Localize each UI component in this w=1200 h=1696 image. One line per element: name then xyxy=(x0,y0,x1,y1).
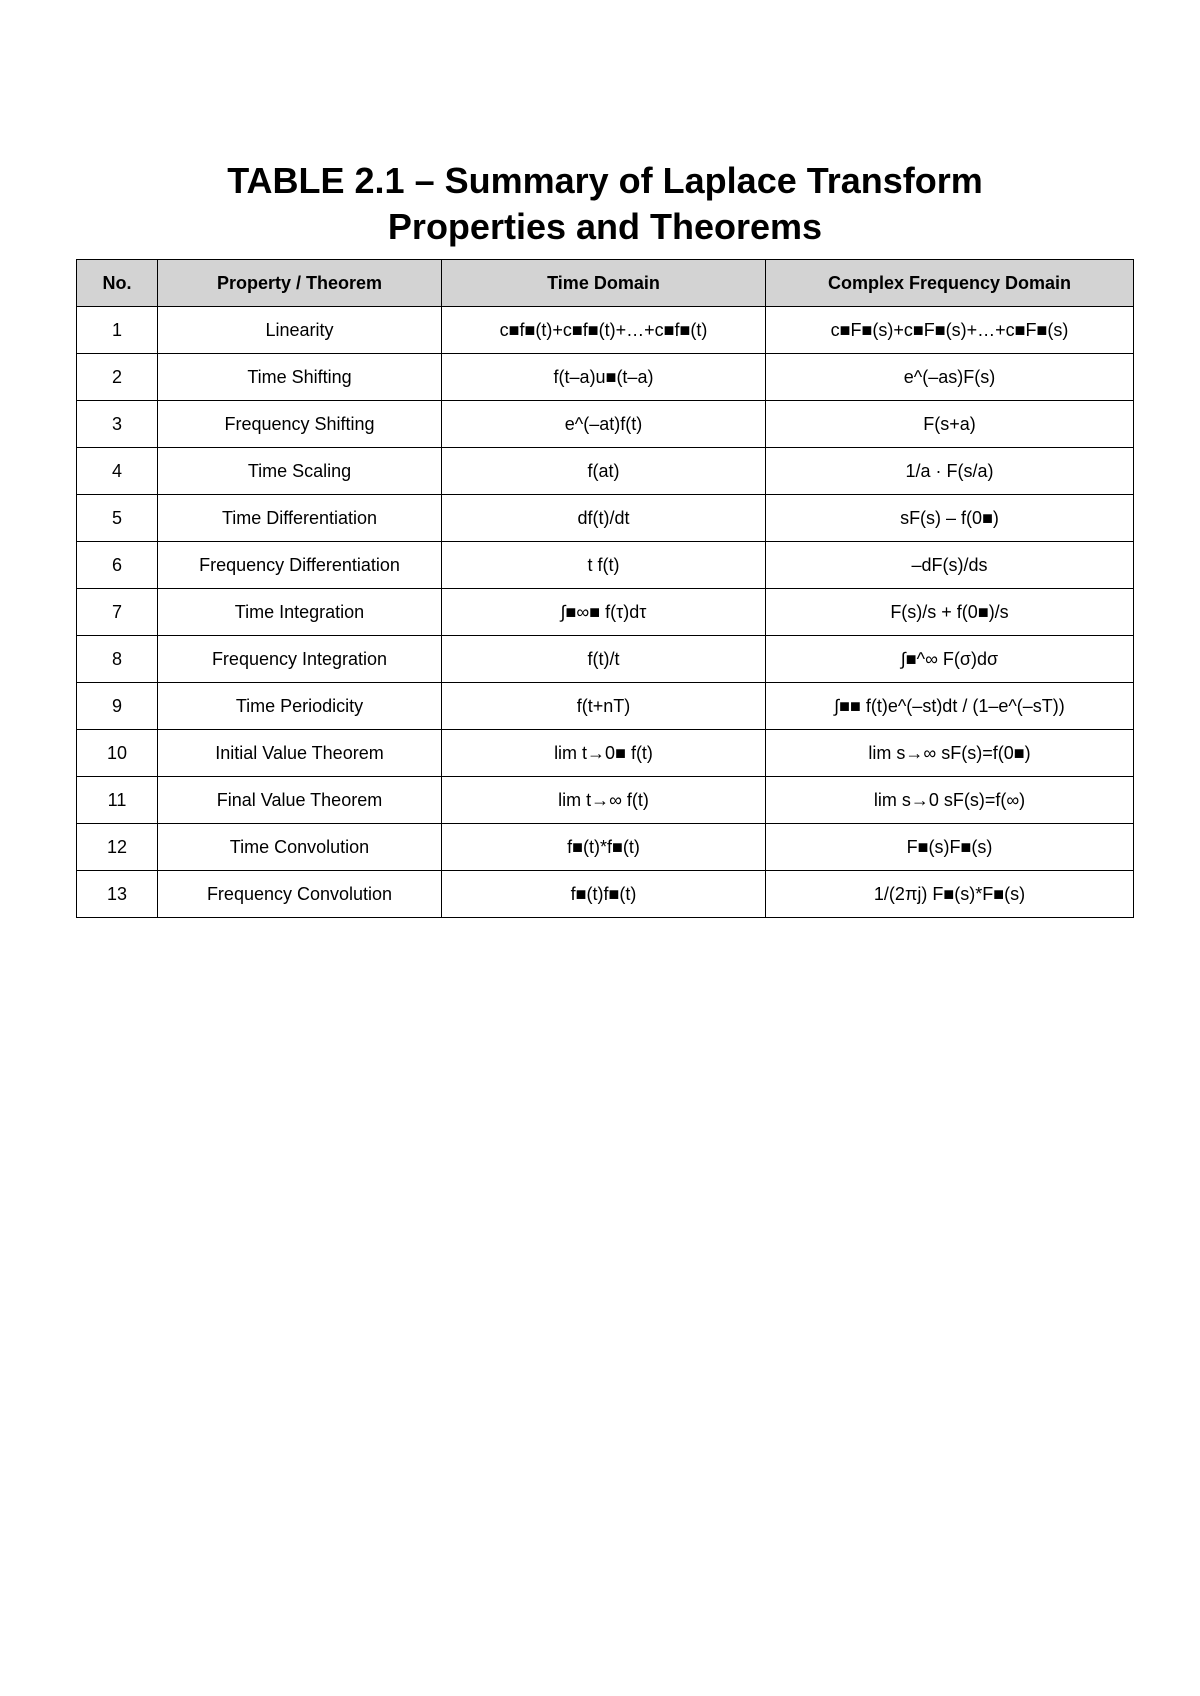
cell-time-domain: c■f■(t)+c■f■(t)+…+c■f■(t) xyxy=(442,307,766,354)
cell-frequency-domain: lim s→0 sF(s)=f(∞) xyxy=(766,777,1134,824)
cell-property: Initial Value Theorem xyxy=(158,730,442,777)
cell-frequency-domain: 1/(2πj) F■(s)*F■(s) xyxy=(766,871,1134,918)
cell-no: 4 xyxy=(77,448,158,495)
cell-property: Frequency Shifting xyxy=(158,401,442,448)
cell-no: 8 xyxy=(77,636,158,683)
cell-time-domain: f(t+nT) xyxy=(442,683,766,730)
cell-time-domain: f(at) xyxy=(442,448,766,495)
cell-frequency-domain: sF(s) – f(0■) xyxy=(766,495,1134,542)
cell-property: Time Convolution xyxy=(158,824,442,871)
table-row xyxy=(77,495,1134,542)
table-row xyxy=(77,730,1134,777)
cell-frequency-domain: ∫■^∞ F(σ)dσ xyxy=(766,636,1134,683)
cell-property: Frequency Differentiation xyxy=(158,542,442,589)
cell-property: Time Periodicity xyxy=(158,683,442,730)
table-row xyxy=(77,871,1134,918)
cell-time-domain: df(t)/dt xyxy=(442,495,766,542)
cell-no: 10 xyxy=(77,730,158,777)
cell-frequency-domain: 1/a · F(s/a) xyxy=(766,448,1134,495)
header-time-domain: Time Domain xyxy=(442,260,766,307)
cell-no: 11 xyxy=(77,777,158,824)
cell-time-domain: f(t)/t xyxy=(442,636,766,683)
cell-frequency-domain: ∫■■ f(t)e^(–st)dt / (1–e^(–sT)) xyxy=(766,683,1134,730)
cell-property: Time Shifting xyxy=(158,354,442,401)
cell-time-domain: t f(t) xyxy=(442,542,766,589)
laplace-properties-table xyxy=(76,259,1134,918)
table-row xyxy=(77,589,1134,636)
table-row xyxy=(77,401,1134,448)
cell-frequency-domain: e^(–as)F(s) xyxy=(766,354,1134,401)
cell-no: 5 xyxy=(77,495,158,542)
cell-no: 7 xyxy=(77,589,158,636)
table-row xyxy=(77,777,1134,824)
cell-time-domain: ∫■∞■ f(τ)dτ xyxy=(442,589,766,636)
cell-property: Frequency Convolution xyxy=(158,871,442,918)
cell-time-domain: f(t–a)u■(t–a) xyxy=(442,354,766,401)
table-row xyxy=(77,636,1134,683)
cell-property: Linearity xyxy=(158,307,442,354)
cell-no: 9 xyxy=(77,683,158,730)
cell-property: Time Scaling xyxy=(158,448,442,495)
table-row xyxy=(77,683,1134,730)
table-row xyxy=(77,542,1134,589)
table-header-row xyxy=(77,260,1134,307)
cell-frequency-domain: F■(s)F■(s) xyxy=(766,824,1134,871)
cell-property: Final Value Theorem xyxy=(158,777,442,824)
cell-property: Time Integration xyxy=(158,589,442,636)
cell-property: Frequency Integration xyxy=(158,636,442,683)
header-property: Property / Theorem xyxy=(158,260,442,307)
cell-frequency-domain: –dF(s)/ds xyxy=(766,542,1134,589)
cell-time-domain: lim t→∞ f(t) xyxy=(442,777,766,824)
cell-no: 3 xyxy=(77,401,158,448)
cell-time-domain: f■(t)f■(t) xyxy=(442,871,766,918)
cell-no: 12 xyxy=(77,824,158,871)
table-title-line-2: Properties and Theorems xyxy=(387,206,823,247)
cell-property: Time Differentiation xyxy=(158,495,442,542)
header-no: No. xyxy=(77,260,158,307)
cell-time-domain: e^(–at)f(t) xyxy=(442,401,766,448)
cell-no: 1 xyxy=(77,307,158,354)
table-row xyxy=(77,354,1134,401)
cell-frequency-domain: F(s+a) xyxy=(766,401,1134,448)
table-row xyxy=(77,307,1134,354)
table-row xyxy=(77,448,1134,495)
cell-no: 13 xyxy=(77,871,158,918)
laplace-properties-table-wrapper xyxy=(76,259,1134,918)
cell-frequency-domain: lim s→∞ sF(s)=f(0■) xyxy=(766,730,1134,777)
cell-time-domain: f■(t)*f■(t) xyxy=(442,824,766,871)
table-title xyxy=(0,158,1200,250)
cell-no: 6 xyxy=(77,542,158,589)
cell-frequency-domain: c■F■(s)+c■F■(s)+…+c■F■(s) xyxy=(766,307,1134,354)
cell-time-domain: lim t→0■ f(t) xyxy=(442,730,766,777)
header-frequency-domain: Complex Frequency Domain xyxy=(766,260,1134,307)
table-title-line-1: TABLE 2.1 – Summary of Laplace Transform xyxy=(227,160,983,201)
cell-no: 2 xyxy=(77,354,158,401)
table-row xyxy=(77,824,1134,871)
cell-frequency-domain: F(s)/s + f(0■)/s xyxy=(766,589,1134,636)
